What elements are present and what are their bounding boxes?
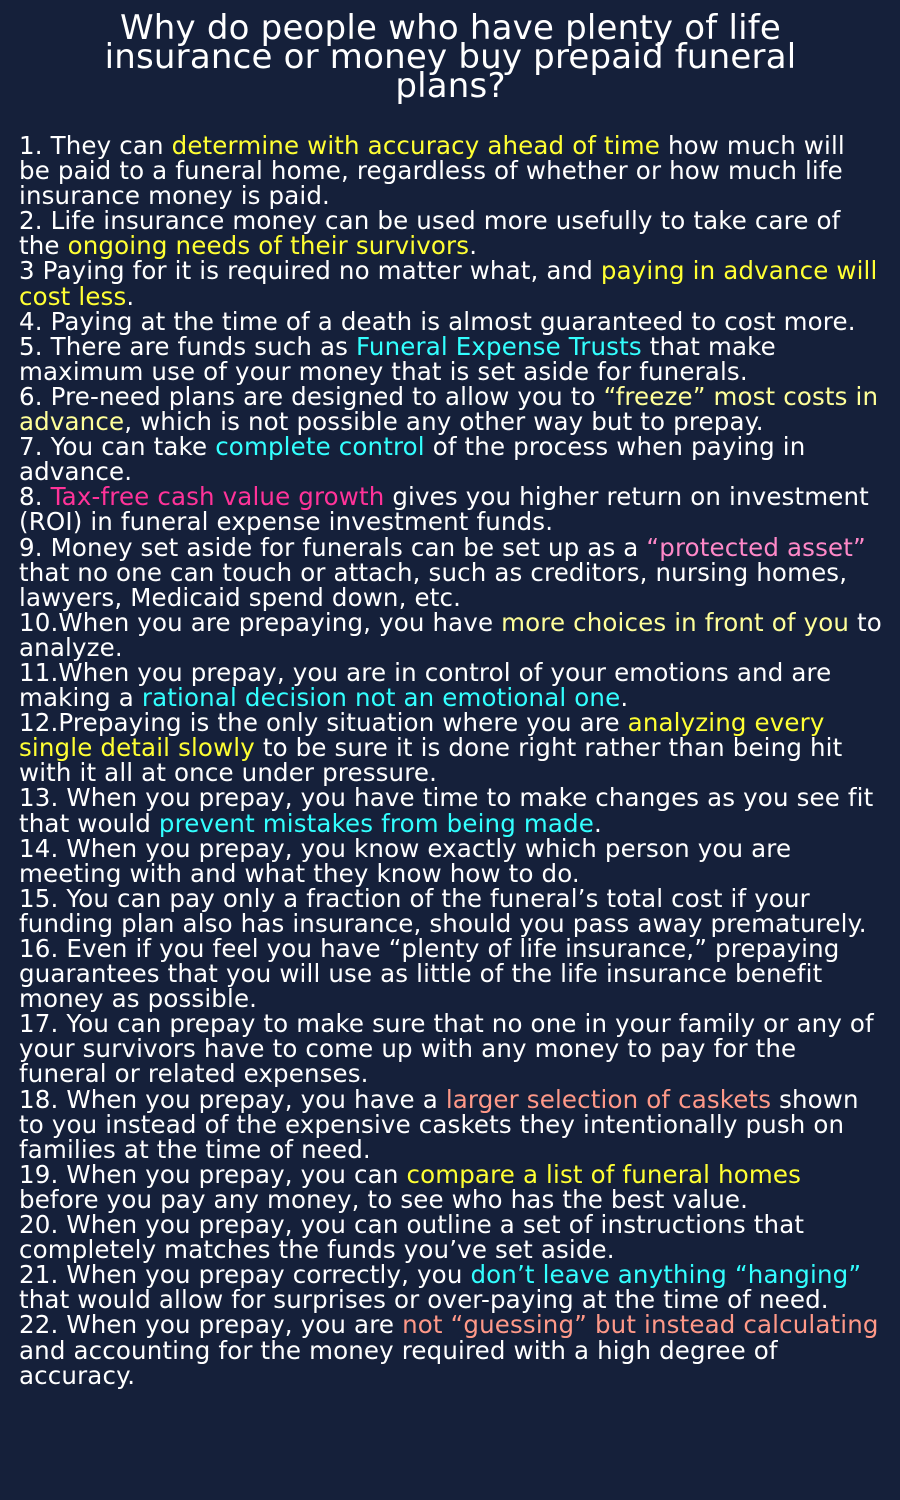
reason-item [19, 306, 882, 336]
reason-text: 15. You can pay only a fraction of the funeral’s total cost if your funding plan also has insurance, should you pass away prematurely. [19, 883, 867, 938]
reason-text: , which is not possible any other way but to prepay. [124, 407, 764, 437]
reason-text: 20. When you prepay, you can outline a set of instructions that completely matches the funds you’ve set aside. [19, 1210, 805, 1265]
highlighted-phrase: Tax-free cash value growth [50, 482, 385, 512]
highlighted-phrase: analyzing every single detail slowly [19, 708, 825, 763]
highlighted-phrase: prevent mistakes from being made [158, 808, 594, 838]
reason-text: that make maximum use of your money that is set aside for funerals. [19, 331, 776, 386]
reason-item [19, 783, 882, 838]
reason-item [19, 331, 882, 386]
reason-text: 21. When you prepay correctly, you [19, 1260, 471, 1290]
reason-item [19, 1084, 882, 1164]
reason-text: shown to you instead of the expensive caskets they intentionally push on families at the time of need. [19, 1084, 859, 1164]
reason-item [19, 1260, 882, 1315]
reason-text: 12.Prepaying is the only situation where you are [19, 708, 628, 738]
highlighted-phrase: “freeze” most costs in advance [19, 381, 879, 437]
reason-item [19, 1159, 882, 1214]
reason-item [19, 131, 882, 211]
highlighted-phrase: complete control [215, 432, 425, 462]
highlighted-phrase: paying in advance will cost less [19, 256, 878, 311]
reason-text: . [126, 281, 135, 311]
reason-text: . [620, 683, 629, 713]
reason-item [19, 883, 882, 938]
reason-text: 9. Money set aside for funerals can be set up as a [19, 532, 647, 562]
reason-text: 6. Pre-need plans are designed to allow you to [19, 381, 604, 411]
reason-text: 11.When you prepay, you are in control of your emotions and are making a [19, 657, 832, 713]
highlighted-phrase: don’t leave anything “hanging” [470, 1260, 862, 1290]
highlighted-phrase: determine with accuracy ahead of time [171, 131, 660, 160]
reason-item [19, 482, 882, 537]
reason-text: 8. [19, 482, 51, 512]
reason-text: 19. When you prepay, you can [19, 1159, 407, 1189]
reason-text: 10.When you are prepaying, you have [19, 607, 502, 637]
highlighted-phrase: compare a list of funeral homes [406, 1159, 802, 1189]
highlighted-phrase: not “guessing” but instead calculating [402, 1310, 879, 1340]
reason-item [19, 206, 882, 261]
highlighted-phrase: “protected asset” [646, 532, 866, 562]
reason-text: 22. When you prepay, you are [19, 1310, 403, 1340]
reason-item [19, 532, 882, 612]
reason-text: 2. Life insurance money can be used more usefully to take care of the [19, 206, 841, 261]
reason-text: . [593, 808, 602, 838]
reason-text: to analyze. [19, 607, 882, 662]
reason-text: and accounting for the money required with a high degree of accuracy. [19, 1335, 778, 1390]
reason-item [19, 934, 882, 1014]
highlighted-phrase: larger selection of caskets [445, 1084, 772, 1114]
reason-item [19, 381, 882, 437]
reason-text: 13. When you prepay, you have time to make changes as you see fit that would [19, 783, 874, 838]
reason-text: how much will be paid to a funeral home, regardless of whether or how much life insurance money is paid. [19, 131, 845, 211]
reason-item [19, 1009, 882, 1089]
reason-text: 5. There are funds such as [19, 331, 357, 361]
reason-text: that would allow for surprises or over-paying at the time of need. [19, 1285, 829, 1315]
reason-text: 3 Paying for it is required no matter what, and [19, 256, 601, 286]
reason-text: 17. You can prepay to make sure that no one in your family or any of your survivors have to come up with any money to pay for the funeral or related expenses. [19, 1009, 874, 1089]
reason-item [19, 833, 882, 888]
reason-text: 16. Even if you feel you have “plenty of life insurance,” prepaying guarantees that you will use as little of the life insurance benefit money as possible. [19, 934, 840, 1014]
reason-text: 7. You can take [19, 432, 216, 462]
reason-text: before you pay any money, to see who has the best value. [19, 1184, 749, 1214]
reason-item [19, 432, 882, 487]
reason-text: 1. They can [19, 131, 172, 160]
reason-item [19, 1310, 882, 1390]
reason-item [19, 1210, 882, 1265]
reason-item [19, 256, 882, 311]
highlighted-phrase: Funeral Expense Trusts [356, 331, 642, 361]
reason-text: 14. When you prepay, you know exactly which person you are meeting with and what they know how to do. [19, 833, 792, 888]
reason-text: gives you higher return on investment (ROI) in funeral expense investment funds. [19, 482, 869, 537]
reason-text: 4. Paying at the time of a death is almost guaranteed to cost more. [19, 306, 856, 336]
reason-text: . [469, 231, 478, 261]
reason-item [19, 607, 882, 662]
highlighted-phrase: rational decision not an emotional one [141, 683, 621, 713]
reason-item [19, 708, 882, 788]
page-title: Why do people who have plenty of life insurance or money buy prepaid funeral plans? [104, 8, 797, 106]
reason-item [19, 657, 882, 713]
highlighted-phrase: ongoing needs of their survivors [67, 231, 470, 261]
reason-text: to be sure it is done right rather than being hit with it all at once under pressure. [19, 733, 843, 788]
highlighted-phrase: more choices in front of you [501, 607, 850, 637]
reasons-list [19, 133, 882, 1388]
reason-text: of the process when paying in advance. [19, 432, 806, 487]
reason-text: that no one can touch or attach, such as creditors, nursing homes, lawyers, Medicaid spend down, etc. [19, 557, 848, 612]
reason-text: 18. When you prepay, you have a [19, 1084, 446, 1114]
